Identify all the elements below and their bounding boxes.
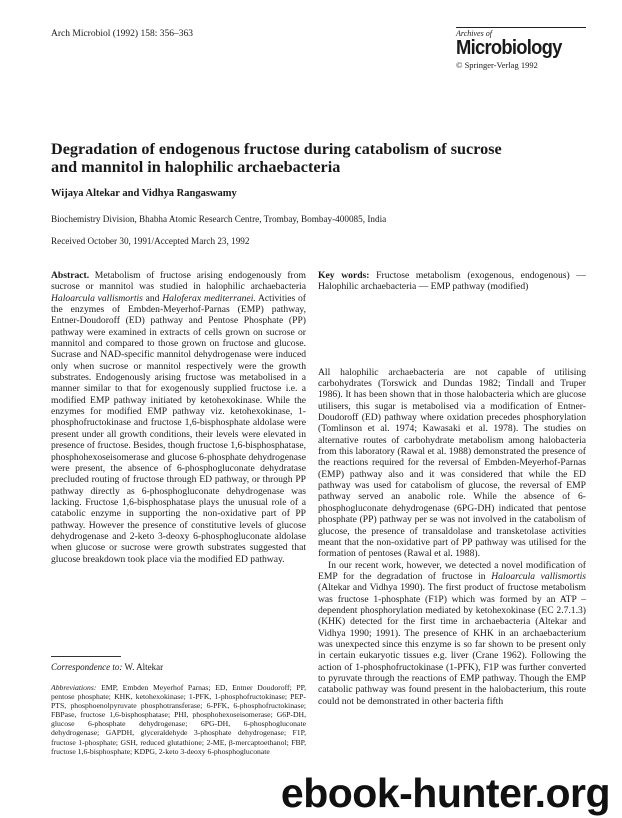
article-affiliation: Biochemistry Division, Bhabha Atomic Research Centre, Trombay, Bombay-400085, India <box>51 214 387 224</box>
received-dates: Received October 30, 1991/Accepted March 23, 1992 <box>51 236 250 246</box>
intro-p2-species: Haloarcula vallismortis <box>491 570 586 582</box>
abstract-species-1: Haloarcula vallismortis <box>51 292 143 304</box>
body-column <box>318 270 586 707</box>
article-title <box>51 140 591 176</box>
abstract-paragraph <box>51 270 306 565</box>
journal-masthead <box>456 27 586 70</box>
keywords-paragraph <box>318 270 586 293</box>
journal-reference: Arch Microbiol (1992) 158: 356–363 <box>51 29 193 39</box>
masthead-archives-of: Archives of <box>456 27 586 38</box>
abstract-text-2: Activities of the enzymes of Embden-Meyerhof-Parnas (EMP) pathway, Entner-Doudoroff (ED) pathway and Pentose Phosphate (PP) pathway were examined in extracts of cells grown on sucrose or mannitol and compared to those grown on fructose and glucose. Sucrase and NAD-specific mannitol dehydrogenase were induced only when sucrose or mannitol respectively were the growth substrates. Endogenously arising fructose was metabolised in a manner similar to that for exogenously supplied fructose i.e. a modified EMP pathway initiated by ketohexokinase. While the enzymes for modified EMP pathway viz. ketohexokinase, 1-phosphofructokinase and fructose 1,6-bisphosphate aldolase were present under all growth conditions, their levels were elevated in presence of fructose. Besides, though fructose 1,6-bisphosphatase, phosphohexoseisomerase and glucose 6-phosphate dehydrogenase were present, the absence of 6-phosphogluconate dehydratase precluded routing of fructose through ED pathway, or through PP pathway directly as 6-phosphogluconate dehydrogenase was lacking. Fructose 1,6-bisphosphatase plays the unusual role of a catabolic enzyme in supporting the non-oxidative part of PP pathway. However the presence of constitutive levels of glucose dehydrogenase and 2-keto 3-deoxy 6-phosphogluconate aldolase when glucose or sucrose were growth substrates suggested that glucose breakdown took place via the modified ED pathway. <box>51 292 306 565</box>
abstract-species-2: Haloferax mediterranei. <box>162 292 256 304</box>
intro-paragraph-1: All halophilic archaebacteria are not capable of utilising carbohydrates (Torswick and Dundas 1982; Tindall and Truper 1986). It has been shown that in those halobacteria which are glucose utilisers, this sugar is metabolised via a modification of Entner-Doudoroff (ED) pathway where oxidation precedes phosphorylation (Tomlinson et al. 1974; Kawasaki et al. 1978). The studies on alternative routes of carbohydrate metabolism among halobacteria from this laboratory (Rawal et al. 1988) demonstrated the presence of the reactions required for the reversal of Embden-Meyerhof-Parnas (EMP) pathway also and it was considered that while the ED pathway was used for catabolism of glucose, the reversal of EMP pathway served an anabolic role. While the absence of 6-phosphogluconate dehydrogenase (6PG-DH) indicated that pentose phosphate (PP) pathway per se was not involved in the catabolism of glucose, the presence of transaldolase and transketolase activities meant that the non-oxidative part of PP pathway was utilised for the formation of pentoses (Rawal et al. 1988). <box>318 366 586 560</box>
title-line-2: and mannitol in halophilic archaebacteria <box>51 158 341 176</box>
intro-paragraph-2 <box>318 560 586 707</box>
abbreviations-text: EMP, Embden Meyerhof Parnas; ED, Entner Doudoroff; PP, pentose phosphate; KHK, ketohexokinase; 1-PFK, 1-phosphofructokinase; PEP-PTS, phosphoenolpyruvate phosphotransferase; 6-PFK, 6-phosphofructokinase; FBPase, fructose 1,6-bisphosphatase; PHI, phosphohexoseisomerase; G6P-DH, glucose 6-phosphate dehydrogenase; 6PG-DH, 6-phosphogluconate dehydrogenase; GAPDH, glyceraldehyde 3-phosphate dehydrogenase; F1P, fructose 1-phosphate; GSH, reduced glutathione; 2-ME, β-mercaptoethanol; FBP, fructose 1,6-bisphosphate; KDPG, 2-keto 3-deoxy 6-phosphogluconate <box>51 683 307 756</box>
correspondence-name: W. Altekar <box>124 662 164 672</box>
masthead-logo-microbiology: Microbiology <box>456 37 562 59</box>
keywords-text: Fructose metabolism (exogenous, endogenous) — Halophilic archaebacteria — EMP pathway (modified) <box>318 270 586 293</box>
abstract-label: Abstract. <box>51 270 90 281</box>
keywords-label: Key words: <box>318 270 370 281</box>
abstract-and: and <box>145 292 160 304</box>
correspondence-note <box>51 662 163 672</box>
title-line-1: Degradation of endogenous fructose during catabolism of sucrose <box>51 140 502 158</box>
article-authors: Wijaya Altekar and Vidhya Rangaswamy <box>51 188 237 199</box>
abstract-column <box>51 270 306 565</box>
abbreviations-label: Abbreviations: <box>51 683 97 692</box>
watermark-text: ebook-hunter.org <box>280 770 610 816</box>
footnote-divider <box>51 656 121 657</box>
masthead-copyright: © Springer-Verlag 1992 <box>456 60 538 70</box>
abbreviations-note <box>51 683 306 756</box>
abstract-text-1: Metabolism of fructose arising endogenously from sucrose or mannitol was studied in halophilic archaebacteria <box>51 270 306 293</box>
correspondence-label: Correspondence to: <box>51 662 123 672</box>
intro-p2-text-2: (Altekar and Vidhya 1990). The first product of fructose metabolism was fructose 1-phosphate (F1P) which was formed by an ATP – dependent phosphorylation mediated by ketohexokinase (EC 2.7.1.3) (KHK) detected for the first time in archaebacteria (Altekar and Vidhya 1990; 1991). The presence of KHK in an archaebacterium was unexpected since this enzyme is so far shown to be present only in certain eukaryotic tissues e.g. liver (Crane 1962). Following the action of 1-phosphofructokinase (1-PFK), F1P was further converted to pyruvate through the reactions of EMP pathway. Though the EMP catabolic pathway was found present in the halobacterium, this route could not be demonstrated in other bacteria fifth <box>318 582 586 707</box>
intro-p2-text-1: In our recent work, however, we detected a novel modification of EMP for the degradation of fructose in <box>318 559 586 582</box>
